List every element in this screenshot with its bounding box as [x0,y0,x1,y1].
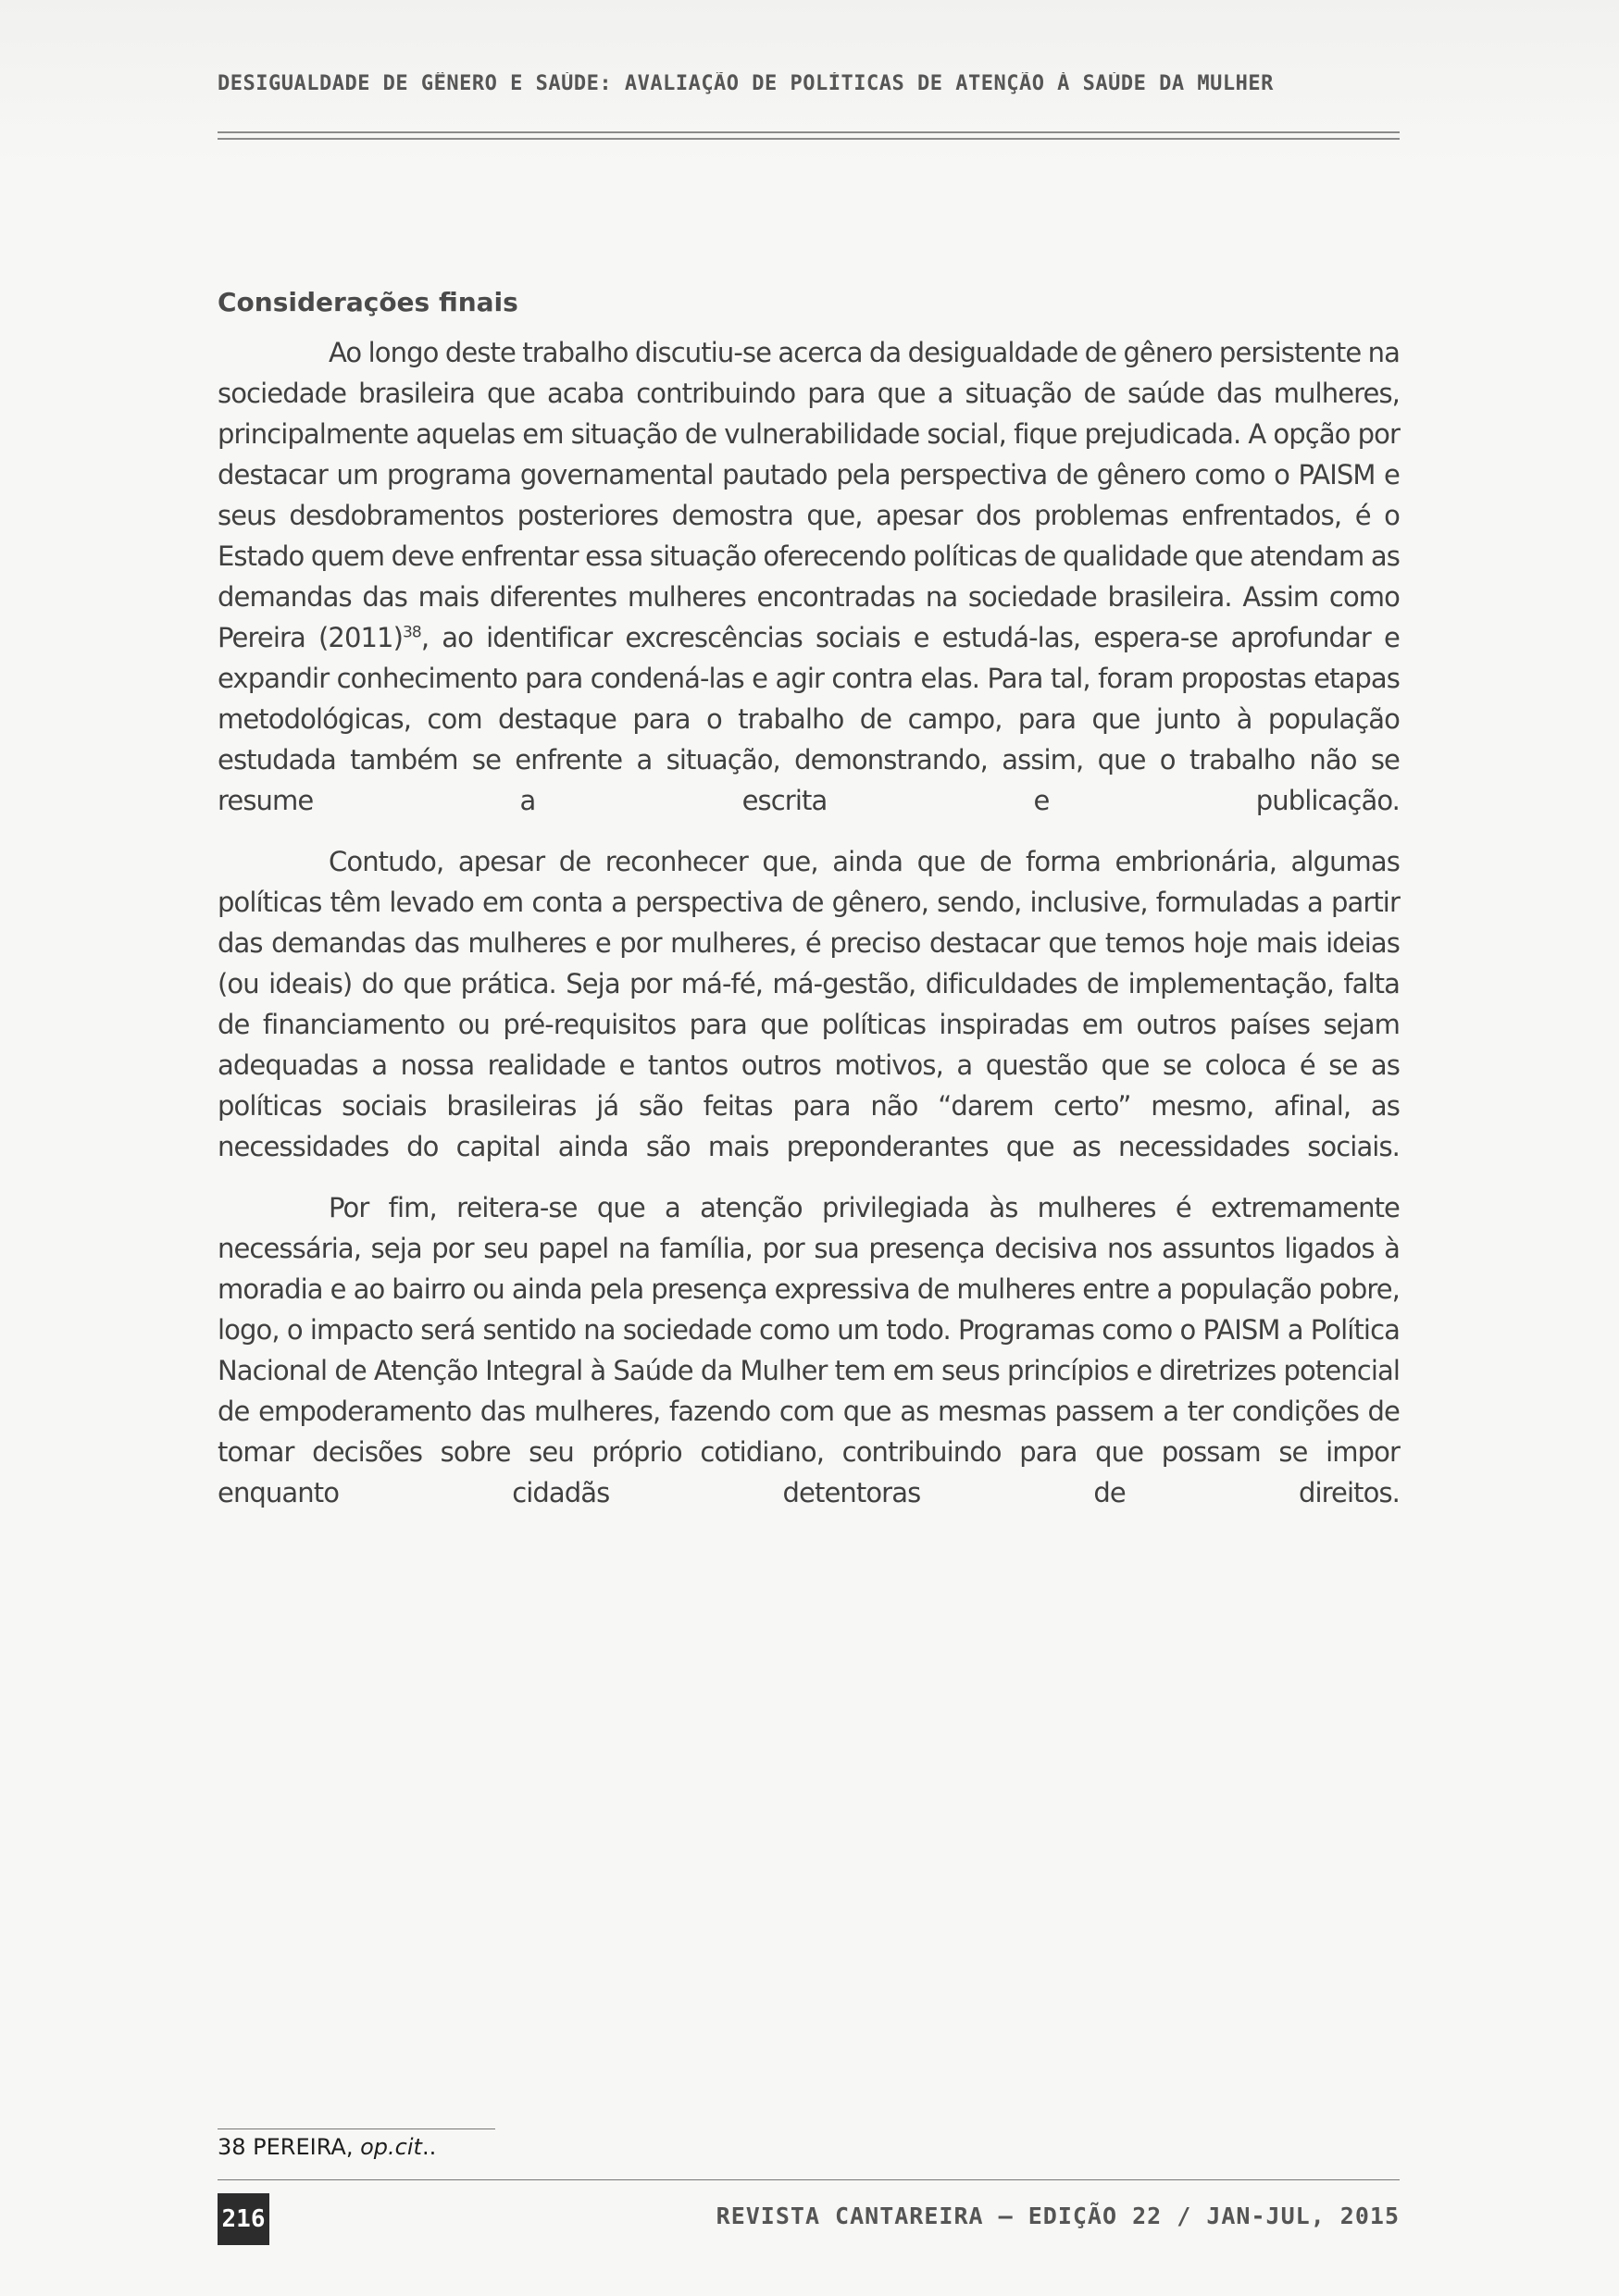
paragraph-1-text: Ao longo deste trabalho discutiu-se acerca da desigualdade de gênero persistente na sociedade brasileira que acaba contribuindo para que a situação de saúde das mulheres, principalmente aquelas em situação de vulnerabilidade social, fique prejudicada. A opção por destacar um programa governamental pautado pela perspectiva de gênero como o PAISM e seus desdobramentos posteriores demostra que, apesar dos problemas enfrentados, é o Estado quem deve enfrentar essa situação oferecendo políticas de qualidade que atendam as demandas das mais diferentes mulheres encontradas na sociedade brasileira. Assim como Pereira (2011) [218,337,1400,653]
section-title: Considerações finais [218,287,518,317]
main-content [218,287,1400,1533]
header-rule-top [218,131,1400,133]
footnote-rule [218,2128,495,2129]
paragraph-3: Por fim, reitera-se que a atenção privilegiada às mulheres é extremamente necessária, seja por seu papel na família, por sua presença decisiva nos assuntos ligados à moradia e ao bairro ou ainda pela presença expressiva de mulheres entre a população pobre, logo, o impacto será sentido na sociedade como um todo. Programas como o PAISM a Política Nacional de Atenção Integral à Saúde da Mulher tem em seus princípios e diretrizes potencial de empoderamento das mulheres, fazendo com que as mesmas passem a ter condições de tomar decisões sobre seu próprio cotidiano, contribuindo para que possam se impor enquanto cidadãs detentoras de direitos. [218,1192,1400,1508]
paragraph-1 [218,332,1400,821]
footnote-author: 38 PEREIRA, [218,2134,361,2160]
paragraph-2: Contudo, apesar de reconhecer que, ainda que de forma embrionária, algumas políticas têm levado em conta a perspectiva de gênero, sendo, inclusive, formuladas a partir das demandas das mulheres e por mulheres, é preciso destacar que temos hoje mais ideias (ou ideais) do que prática. Seja por má-fé, má-gestão, dificuldades de implementação, falta de financiamento ou pré-requisitos para que políticas inspiradas em outros países sejam adequadas a nossa realidade e tantos outros motivos, a questão que se coloca é se as políticas sociais brasileiras já são feitas para não “darem certo” mesmo, afinal, as necessidades do capital ainda são mais preponderantes que as necessidades sociais. [218,846,1400,1162]
header-rule-bottom [218,138,1400,140]
running-header: DESIGUALDADE DE GÊNERO E SAÚDE: AVALIAÇÃO DE POLÍTICAS DE ATENÇÃO À SAÚDE DA MULHER [218,72,1274,95]
footer-rule [218,2179,1400,2180]
page-number: 216 [218,2193,269,2245]
journal-footer: REVISTA CANTAREIRA – EDIÇÃO 22 / JAN-JUL, 2015 [716,2203,1400,2229]
footnote [218,2134,436,2160]
footnote-citation: op.cit [360,2134,422,2160]
footnote-suffix: .. [421,2134,437,2160]
footnote-reference: 38 [403,623,421,642]
paragraph-1-text-continued: , ao identificar excrescências sociais e estudá-las, espera-se aprofundar e expandir conhecimento para condená-las e agir contra elas. Para tal, foram propostas etapas metodológicas, com destaque para o trabalho de campo, para que junto à população estudada também se enfrente a situação, demonstrando, assim, que o trabalho não se resume a escrita e publicação. [218,622,1400,816]
